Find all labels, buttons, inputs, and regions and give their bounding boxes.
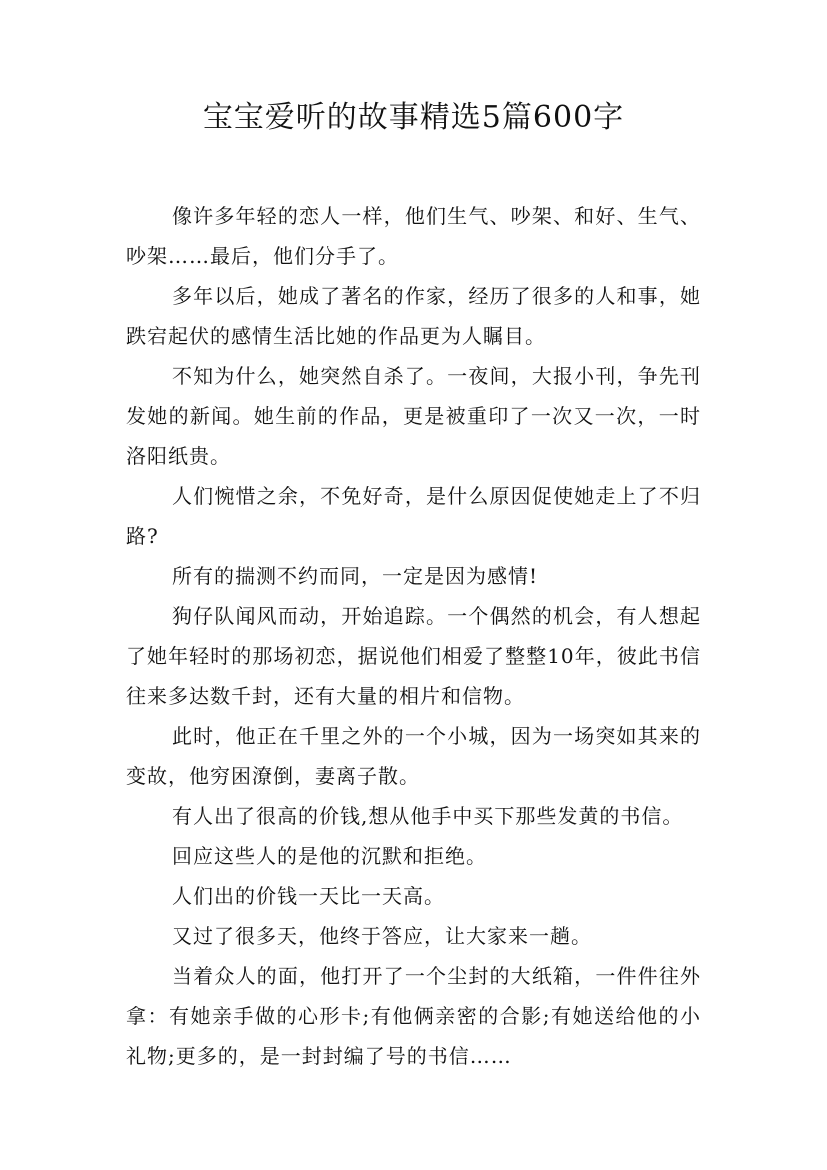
paragraph-5: 所有的揣测不约而同，一定是因为感情! xyxy=(172,564,539,588)
paragraph-10: 人们出的价钱一天比一天高。 xyxy=(172,884,445,908)
paragraph-1: 像许多年轻的恋人一样，他们生气、吵架、和好、生气、吵架……最后，他们分手了。 xyxy=(126,204,701,268)
document-body xyxy=(126,196,701,1076)
paragraph-8: 有人出了很高的价钱,想从他手中买下那些发黄的书信。 xyxy=(172,804,684,828)
paragraph-12: 当着众人的面，他打开了一个尘封的大纸箱，一件件往外拿：有她亲手做的心形卡;有他俩亲密的合影;有她送给他的小礼物;更多的，是一封封编了号的书信…… xyxy=(126,964,701,1068)
document-title: 宝宝爱听的故事精选5篇600字 xyxy=(202,100,625,135)
paragraph-7: 此时，他正在千里之外的一个小城，因为一场突如其来的变故，他穷困潦倒，妻离子散。 xyxy=(126,724,701,788)
paragraph-6: 狗仔队闻风而动，开始追踪。一个偶然的机会，有人想起了她年轻时的那场初恋，据说他们相爱了整整10年，彼此书信往来多达数千封，还有大量的相片和信物。 xyxy=(126,604,701,708)
paragraph-4: 人们惋惜之余，不免好奇，是什么原因促使她走上了不归路? xyxy=(126,484,701,548)
paragraph-2: 多年以后，她成了著名的作家，经历了很多的人和事，她跌宕起伏的感情生活比她的作品更为人瞩目。 xyxy=(126,284,701,348)
paragraph-9: 回应这些人的是他的沉默和拒绝。 xyxy=(172,844,487,868)
paragraph-11: 又过了很多天，他终于答应，让大家来一趟。 xyxy=(172,924,592,948)
paragraph-3: 不知为什么，她突然自杀了。一夜间，大报小刊，争先刊发她的新闻。她生前的作品，更是被重印了一次又一次，一时洛阳纸贵。 xyxy=(126,364,701,468)
